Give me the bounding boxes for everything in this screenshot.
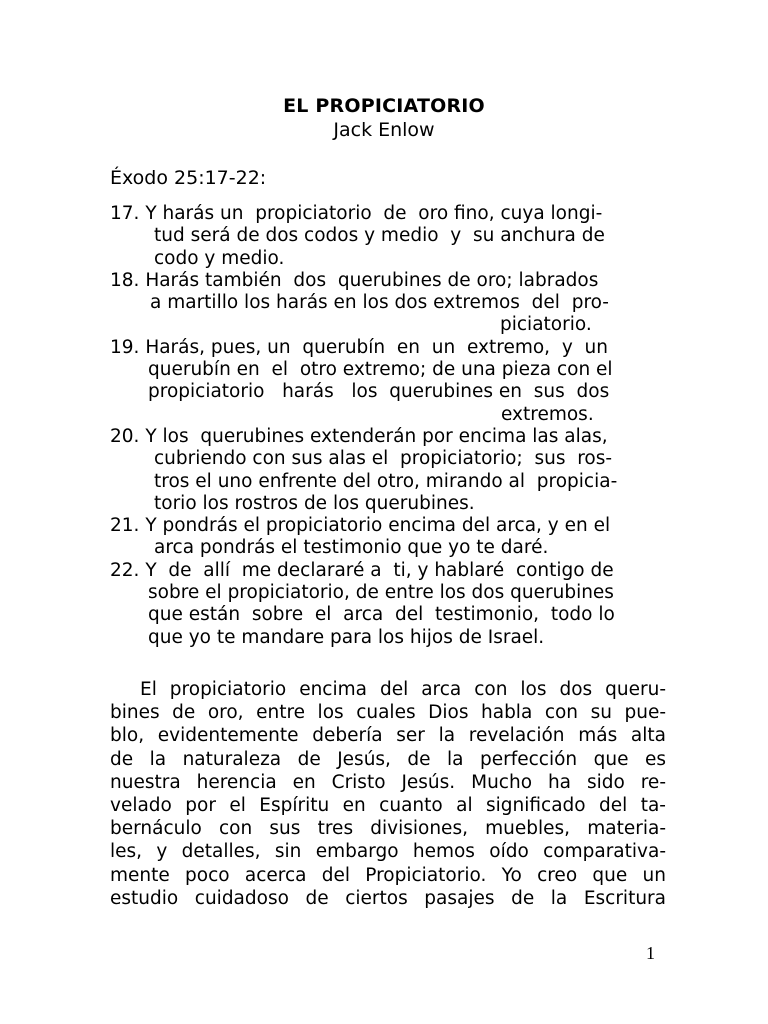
scripture-reference: Éxodo 25:17-22:	[110, 167, 267, 189]
paragraph-line: blo, evidentemente debería ser la revelación más alta	[110, 725, 666, 747]
verse-18-line-3: piciatorio.	[500, 314, 592, 336]
paragraph-line: El propiciatorio encima del arca con los dos queru-	[140, 679, 666, 700]
body-paragraph	[110, 678, 666, 910]
verse-22-line-2: sobre el propiciatorio, de entre los dos querubines	[148, 582, 614, 604]
verse-text: Y pondrás el propiciatorio encima del arca, y en el	[145, 515, 611, 537]
verse-number: 19.	[110, 336, 140, 358]
verse-21-line-2: arca pondrás el testimonio que yo te daré.	[154, 537, 549, 559]
verse-17-line-2: tud será de dos codos y medio y su anchura de	[154, 225, 605, 247]
verse-17-line-3: codo y medio.	[154, 247, 285, 269]
verse-19-line-1	[110, 337, 666, 359]
paragraph-line: mente poco acerca del Propiciatorio. Yo creo que un	[110, 864, 666, 886]
verse-20-line-1	[110, 426, 666, 448]
document-author: Jack Enlow	[333, 119, 435, 141]
verse-20-line-2: cubriendo con sus alas el propiciatorio; sus ros-	[154, 448, 613, 470]
verse-number: 21.	[110, 515, 140, 537]
paragraph-line: de la naturaleza de Jesús, de la perfección que es	[110, 748, 666, 770]
document-title: EL PROPICIATORIO	[283, 95, 485, 117]
verse-18-line-2: a martillo los harás en los dos extremos del pro-	[150, 292, 609, 314]
paragraph-line: les, y detalles, sin embargo hemos oído comparativa-	[110, 841, 666, 863]
page-number: 1	[646, 943, 655, 963]
verse-17-line-1	[110, 203, 666, 225]
verse-number: 20.	[110, 425, 140, 447]
verse-19-line-4: extremos.	[501, 403, 594, 425]
verse-18-line-1	[110, 270, 666, 292]
verse-19-line-3: propiciatorio harás los querubines en sus dos	[148, 381, 610, 403]
verse-21-line-1	[110, 515, 666, 537]
verse-number: 18.	[110, 269, 140, 291]
verse-text: Harás también dos querubines de oro; labrados	[145, 269, 599, 291]
verse-22-line-1	[110, 560, 666, 582]
verse-text: Harás, pues, un querubín en un extremo, y un	[145, 336, 608, 358]
verse-number: 17.	[110, 203, 140, 224]
paragraph-line: bernáculo con sus tres divisiones, muebles, materia-	[110, 818, 666, 840]
verse-text: Y de allí me declararé a ti, y hablaré contigo de	[145, 559, 614, 581]
paragraph-line: velado por el Espíritu en cuanto al significado del ta-	[110, 795, 666, 817]
paragraph-line: bines de oro, entre los cuales Dios habla con su pue-	[110, 702, 666, 724]
paragraph-line: estudio cuidadoso de ciertos pasajes de la Escritura	[110, 887, 666, 909]
verse-22-line-4: que yo te mandare para los hijos de Israel.	[148, 626, 545, 648]
paragraph-line: nuestra herencia en Cristo Jesús. Mucho ha sido re-	[110, 771, 666, 793]
verse-20-line-4: torio los rostros de los querubines.	[154, 492, 475, 514]
verse-20-line-3: tros el uno enfrente del otro, mirando al propicia-	[154, 470, 618, 492]
verse-text: Y harás un propiciatorio de oro fino, cuya longi-	[145, 203, 603, 224]
verse-19-line-2: querubín en el otro extremo; de una pieza con el	[148, 359, 613, 381]
verse-list	[110, 203, 666, 649]
verse-number: 22.	[110, 559, 140, 581]
verse-text: Y los querubines extenderán por encima las alas,	[145, 425, 608, 447]
verse-22-line-3: que están sobre el arca del testimonio, todo lo	[148, 604, 615, 626]
